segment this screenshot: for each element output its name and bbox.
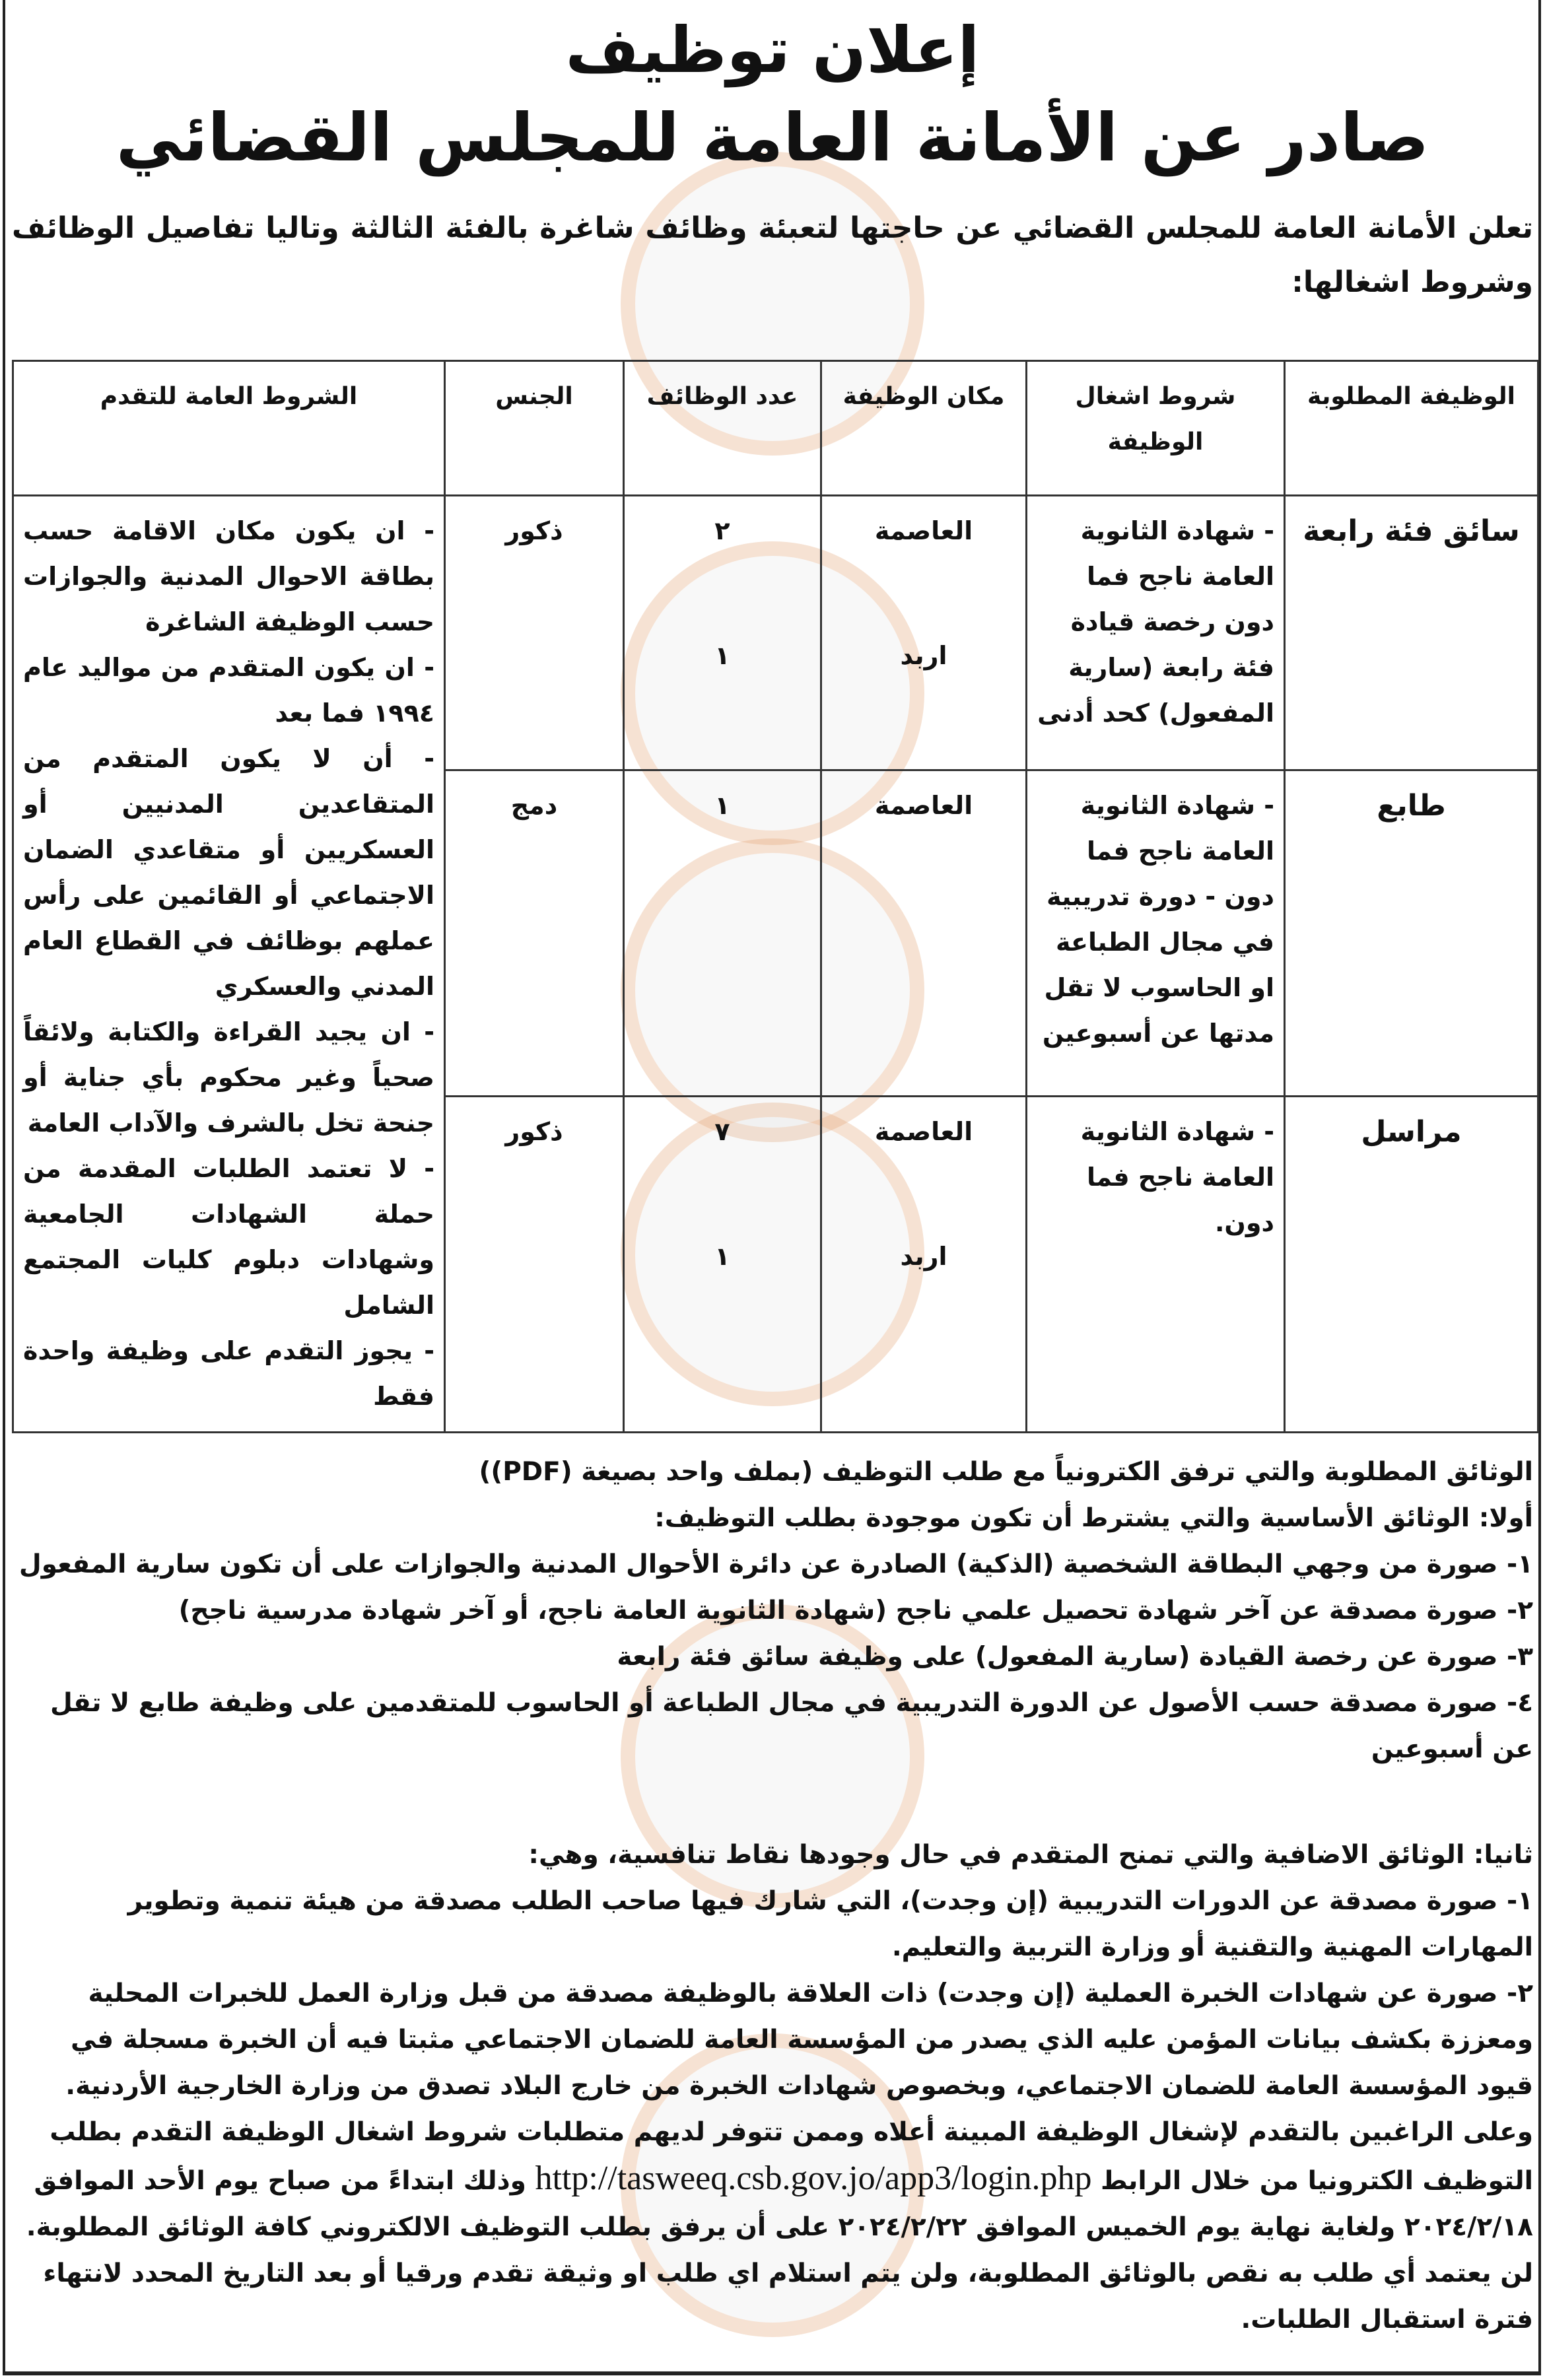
job-conditions: - شهادة الثانوية العامة ناجح فما دون رخصة قيادة فئة رابعة (سارية المفعول) كحد أدنى xyxy=(1027,496,1285,770)
documents-heading: الوثائق المطلوبة والتي ترفق الكترونياً مع طلب التوظيف (بملف واحد بصيغة (PDF)) xyxy=(479,1457,1533,1487)
document-item: ٢- صورة مصدقة عن آخر شهادة تحصيل علمي ناجح (شهادة الثانوية العامة ناجح، أو آخر شهادة مدرسية ناجح) xyxy=(178,1596,1533,1625)
general-condition: - أن لا يكون المتقدم من المتقاعدين المدنيين أو العسكريين أو متقاعدي الضمان الاجتماعي أو القائمين على رأس عملهم بوظائف في القطاع العام المدني والعسكري xyxy=(23,744,434,1001)
count: ١ xyxy=(714,641,730,670)
jobs-table xyxy=(12,360,1539,1433)
count: ٧ xyxy=(714,1117,730,1147)
document-item: ١- صورة مصدقة عن الدورات التدريبية (إن وجدت)، التي شارك فيها صاحب الطلب مصدقة من هيئة تنمية وتطوير المهارات المهنية والتقنية أو وزارة التربية والتعليم. xyxy=(127,1886,1533,1962)
count: ٢ xyxy=(714,516,730,545)
general-conditions xyxy=(13,496,445,1433)
job-gender: ذكور xyxy=(445,1097,624,1433)
general-condition: - لا تعتمد الطلبات المقدمة من حملة الشهادات الجامعية وشهادات دبلوم كليات المجتمع الشامل xyxy=(23,1154,434,1320)
job-place: العاصمة xyxy=(821,770,1027,1096)
application-link[interactable]: http://tasweeq.csb.gov.jo/app3/login.php xyxy=(535,2159,1092,2197)
closing-paragraph xyxy=(12,2109,1533,2251)
general-condition: - ان يجيد القراءة والكتابة ولائقاً صحياً وغير محكوم بأي جناية أو جنحة تخل بالشرف والآداب العامة xyxy=(23,1017,434,1138)
job-title: طابع xyxy=(1285,770,1538,1096)
job-place xyxy=(821,496,1027,770)
closing-note: لن يعتمد أي طلب به نقص بالوثائق المطلوبة، ولن يتم استلام اي طلب او وثيقة تقدم ورقيا أو بعد التاريخ المحدد لانتهاء فترة استقبال الطلبات. xyxy=(43,2259,1533,2334)
first-heading: أولا: الوثائق الأساسية والتي يشترط أن تكون موجودة بطلب التوظيف: xyxy=(654,1503,1533,1533)
job-conditions: - شهادة الثانوية العامة ناجح فما دون - دورة تدريبية في مجال الطباعة او الحاسوب لا تقل مدتها عن أسبوعين xyxy=(1027,770,1285,1096)
job-count xyxy=(624,496,821,770)
table-row xyxy=(13,496,1538,770)
column-header: الوظيفة المطلوبة xyxy=(1285,361,1538,496)
count: ١ xyxy=(714,1242,730,1272)
job-count: ١ xyxy=(624,770,821,1096)
job-place xyxy=(821,1097,1027,1433)
place: اربد xyxy=(900,641,947,670)
general-condition: - يجوز التقدم على وظيفة واحدة فقط xyxy=(23,1336,434,1411)
job-gender: ذكور xyxy=(445,496,624,770)
job-conditions: - شهادة الثانوية العامة ناجح فما دون. xyxy=(1027,1097,1285,1433)
page-subtitle: صادر عن الأمانة العامة للمجلس القضائي xyxy=(116,99,1429,176)
column-header: الشروط العامة للتقدم xyxy=(13,361,445,496)
place: اربد xyxy=(900,1242,947,1272)
column-header: شروط اشغال الوظيفة xyxy=(1027,361,1285,496)
general-condition: - ان يكون مكان الاقامة حسب بطاقة الاحوال المدنية والجوازات حسب الوظيفة الشاغرة xyxy=(23,516,434,636)
table-header-row xyxy=(13,361,1538,496)
general-condition: - ان يكون المتقدم من مواليد عام ١٩٩٤ فما بعد xyxy=(23,653,434,728)
intro-text: تعلن الأمانة العامة للمجلس القضائي عن حاجتها لتعبئة وظائف شاغرة بالفئة الثالثة وتاليا تفاصيل الوظائف وشروط اشغالها: xyxy=(12,211,1533,299)
page-title: إعلان توظيف xyxy=(565,13,980,87)
closing-text: وذلك ابتداءً من صباح يوم الأحد الموافق ٢٠٢٤/٢/١٨ ولغاية نهاية يوم الخميس الموافق ٢٠٢٤/٢/٢٢ على أن يرفق بطلب التوظيف الالكتروني كافة الوثائق المطلوبة. xyxy=(26,2166,1533,2242)
document-item: ١- صورة من وجهي البطاقة الشخصية (الذكية) الصادرة عن دائرة الأحوال المدنية والجوازات على أن تكون سارية المفعول xyxy=(18,1549,1533,1579)
job-title: مراسل xyxy=(1285,1097,1538,1433)
column-header: الجنس xyxy=(445,361,624,496)
column-header: عدد الوظائف xyxy=(624,361,821,496)
job-count xyxy=(624,1097,821,1433)
document-item: ٤- صورة مصدقة حسب الأصول عن الدورة التدريبية في مجال الطباعة أو الحاسوب للمتقدمين على وظيفة طابع لا تقل عن أسبوعين xyxy=(50,1688,1533,1764)
place: العاصمة xyxy=(874,1117,973,1147)
document-item: ٢- صورة عن شهادات الخبرة العملية (إن وجدت) ذات العلاقة بالوظيفة مصدقة من قبل وزارة العمل للخبرات المحلية ومعززة بكشف بيانات المؤمن عليه الذي يصدر من المؤسسة العامة للضمان الاجتماعي مثبتا فيه أن الخبرة مسجلة في قيود المؤسسة العامة للضمان الاجتماعي، وبخصوص شهادات الخبرة من خارج البلاد تصدق من وزارة الخارجية الأردنية. xyxy=(65,1979,1533,2101)
document-item: ٣- صورة عن رخصة القيادة (سارية المفعول) على وظيفة سائق فئة رابعة xyxy=(617,1642,1533,1672)
place: العاصمة xyxy=(874,516,973,545)
job-title: سائق فئة رابعة xyxy=(1285,496,1538,770)
column-header: مكان الوظيفة xyxy=(821,361,1027,496)
second-heading: ثانيا: الوثائق الاضافية والتي تمنح المتقدم في حال وجودها نقاط تنافسية، وهي: xyxy=(528,1840,1533,1870)
closing-text: وعلى الراغبين بالتقدم لإشغال الوظيفة المبينة أعلاه وممن تتوفر لديهم متطلبات شروط اشغال الوظيفة التقدم بطلب التوظيف الكترونيا من خلال الرابط xyxy=(50,2117,1533,2196)
job-gender: دمج xyxy=(445,770,624,1096)
documents-section xyxy=(12,1449,1533,2343)
